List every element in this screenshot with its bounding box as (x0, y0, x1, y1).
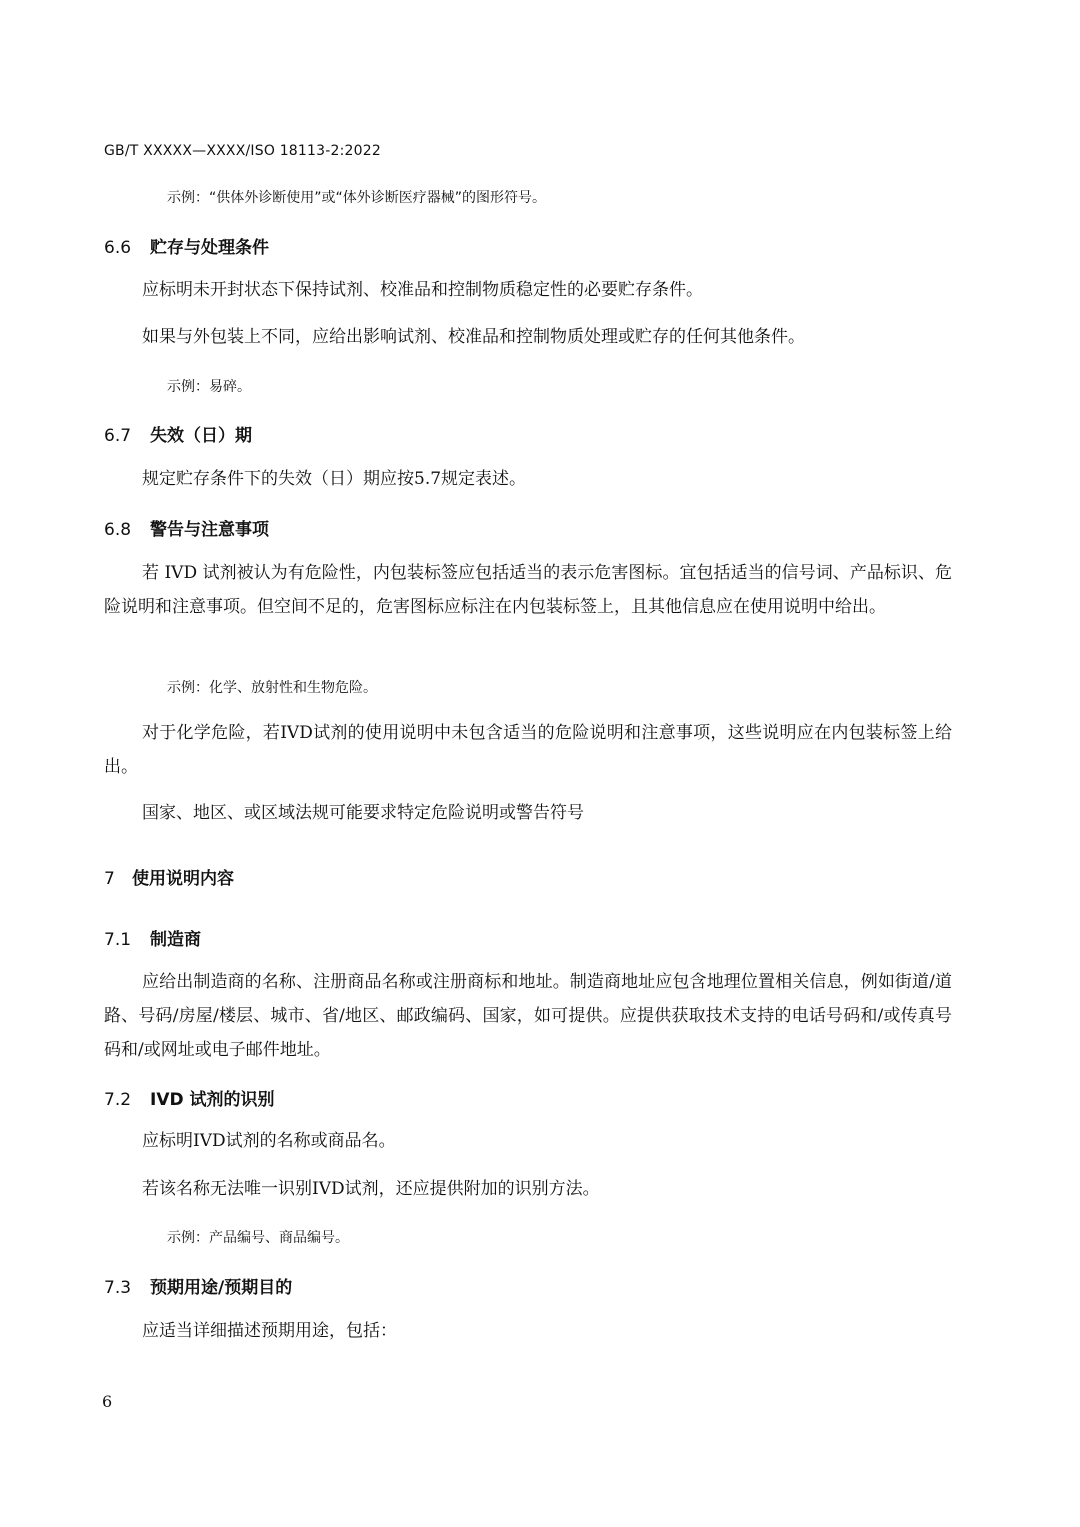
paragraph: 规定贮存条件下的失效（日）期应按5.7规定表述。 (142, 469, 527, 489)
section-heading-6-7 (104, 421, 252, 446)
section-number: 7 (104, 869, 115, 889)
section-title: 贮存与处理条件 (150, 238, 269, 258)
section-heading-7-1 (104, 925, 201, 950)
example-note: 示例：“供体外诊断使用”或“体外诊断医疗器械”的图形符号。 (167, 190, 547, 206)
paragraph: 若该名称无法唯一识别IVD试剂，还应提供附加的识别方法。 (142, 1179, 600, 1199)
section-title: 失效（日）期 (150, 426, 252, 446)
example-note: 示例：化学、放射性和生物危险。 (167, 680, 377, 696)
standard-code-header: GB/T XXXXX—XXXX/ISO 18113-2:2022 (104, 143, 381, 159)
section-number: 6.8 (104, 520, 132, 540)
paragraph: 若 IVD 试剂被认为有危险性，内包装标签应包括适当的表示危害图标。宜包括适当的信号词、产品标识、危险说明和注意事项。但空间不足的，危害图标应标注在内包装标签上，且其他信息应在使用说明中给出。 (104, 563, 952, 617)
page-number: 6 (102, 1392, 113, 1411)
paragraph: 如果与外包装上不同，应给出影响试剂、校准品和控制物质处理或贮存的任何其他条件。 (142, 327, 805, 347)
section-title: IVD 试剂的识别 (150, 1090, 275, 1110)
section-number: 6.7 (104, 426, 132, 446)
paragraph: 应标明未开封状态下保持试剂、校准品和控制物质稳定性的必要贮存条件。 (142, 280, 703, 300)
section-number: 7.3 (104, 1278, 132, 1298)
paragraph: 对于化学危险，若IVD试剂的使用说明中未包含适当的危险说明和注意事项，这些说明应在内包装标签上给出。 (104, 723, 952, 777)
paragraph: 应标明IVD试剂的名称或商品名。 (142, 1131, 396, 1151)
section-heading-6-8 (104, 515, 269, 540)
section-title: 预期用途/预期目的 (150, 1278, 293, 1298)
section-title: 使用说明内容 (132, 869, 234, 889)
section-number: 6.6 (104, 238, 132, 258)
section-heading-6-6 (104, 233, 269, 258)
paragraph: 应适当详细描述预期用途，包括： (142, 1321, 397, 1341)
paragraph: 国家、地区、或区域法规可能要求特定危险说明或警告符号 (142, 803, 584, 823)
example-note: 示例：易碎。 (167, 379, 251, 395)
paragraph: 应给出制造商的名称、注册商品名称或注册商标和地址。制造商地址应包含地理位置相关信息，例如街道/道路、号码/房屋/楼层、城市、省/地区、邮政编码、国家，如可提供。应提供获取技术支持的电话号码和/或传真号码和/或网址或电子邮件地址。 (104, 972, 952, 1060)
example-note: 示例：产品编号、商品编号。 (167, 1230, 349, 1246)
section-number: 7.2 (104, 1090, 132, 1110)
section-title: 警告与注意事项 (150, 520, 269, 540)
section-heading-7 (104, 864, 234, 889)
section-heading-7-3 (104, 1273, 292, 1298)
section-number: 7.1 (104, 930, 132, 950)
section-title: 制造商 (150, 930, 201, 950)
section-heading-7-2 (104, 1085, 275, 1110)
